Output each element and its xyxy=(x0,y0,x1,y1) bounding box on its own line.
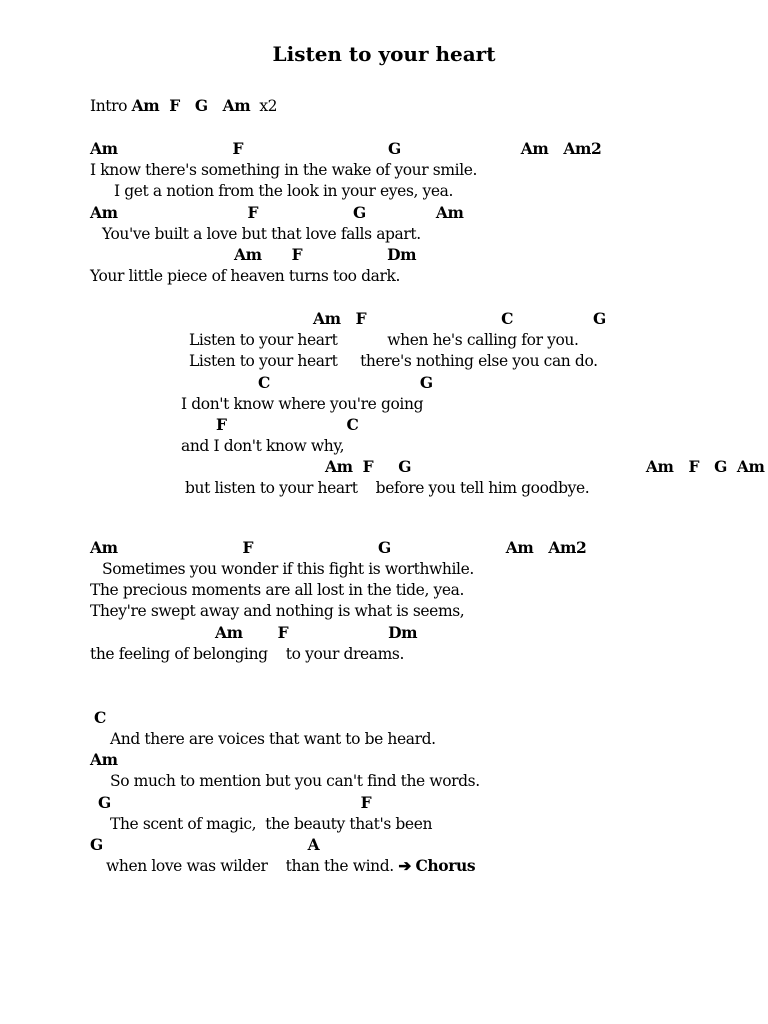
chorus-chords-2: C G xyxy=(258,373,433,392)
chorus-chords-1: Am F C G xyxy=(313,309,606,328)
chorus-lyric-5: but listen to your heart before you tell him goodbye. xyxy=(185,479,590,497)
chorus-chords-4: Am F G Am F G Am xyxy=(325,457,765,476)
song-title: Listen to your heart xyxy=(272,42,496,66)
verse1-chords-2: Am F G Am xyxy=(90,203,464,222)
intro-repeat: x2 xyxy=(259,97,278,115)
verse1-lyric-3: You've built a love but that love falls apart. xyxy=(102,225,421,243)
verse2-lyric-1: Sometimes you wonder if this fight is worthwhile. xyxy=(102,560,474,578)
bridge-chord-3: G F xyxy=(98,793,372,812)
chorus-lyric-4: and I don't know why, xyxy=(181,437,345,455)
intro-line xyxy=(90,96,277,116)
verse1-chords-3: Am F Dm xyxy=(234,245,417,264)
intro-chords: Am F G Am xyxy=(131,96,251,115)
verse1-lyric-1: I know there's something in the wake of your smile. xyxy=(90,161,478,179)
verse1-lyric-4: Your little piece of heaven turns too dark. xyxy=(90,267,401,285)
bridge-lyric-2: So much to mention but you can't find the words. xyxy=(110,772,480,790)
bridge-lyric-1: And there are voices that want to be heard. xyxy=(110,730,436,748)
bridge-lyric-4: when love was wilder than the wind. xyxy=(106,857,394,875)
verse2-chords-2: Am F Dm xyxy=(215,623,418,642)
verse1-chords-1: Am F G Am Am2 xyxy=(90,139,602,158)
bridge-chord-2: Am xyxy=(90,750,118,769)
verse1-lyric-2: I get a notion from the look in your eyes, yea. xyxy=(114,182,454,200)
arrow-right-icon: ➔ xyxy=(398,856,411,875)
bridge-lyric-4-line xyxy=(106,856,475,876)
chorus-lyric-1: Listen to your heart when he's calling for you. xyxy=(189,331,579,349)
chorus-lyric-3: I don't know where you're going xyxy=(181,395,424,413)
verse2-lyric-4: the feeling of belonging to your dreams. xyxy=(90,645,405,663)
bridge-chord-4: G A xyxy=(90,835,320,854)
verse2-chords-1: Am F G Am Am2 xyxy=(90,538,587,557)
bridge-chord-1: C xyxy=(94,708,106,727)
chorus-lyric-2: Listen to your heart there's nothing else you can do. xyxy=(189,352,598,370)
verse2-lyric-2: The precious moments are all lost in the tide, yea. xyxy=(90,581,464,599)
intro-label: Intro xyxy=(90,97,128,115)
bridge-lyric-3: The scent of magic, the beauty that's been xyxy=(110,815,433,833)
chorus-chords-3: F C xyxy=(216,415,359,434)
chorus-reference: Chorus xyxy=(415,856,476,875)
verse2-lyric-3: They're swept away and nothing is what is seems, xyxy=(90,602,465,620)
